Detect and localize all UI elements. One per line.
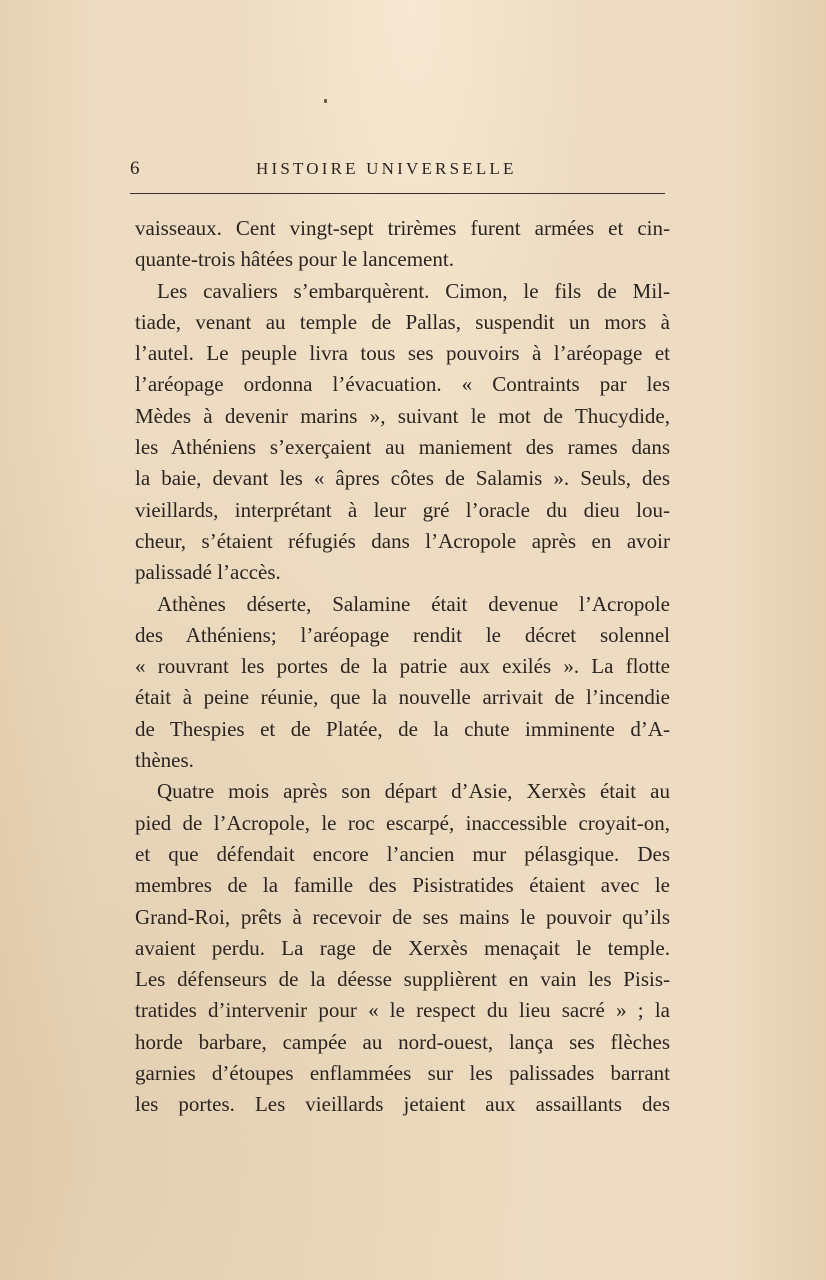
text-line: Les défenseurs de la déesse supplièrent en vain les Pisis-: [135, 967, 670, 992]
body-text: [135, 213, 670, 1121]
text-line: vieillards, interprétant à leur gré l’oracle du dieu lou-: [135, 497, 670, 522]
text-line: vaisseaux. Cent vingt-sept trirèmes furent armées et cin-: [135, 216, 670, 240]
text-line: était à peine réunie, que la nouvelle arrivait de l’incendie: [135, 685, 670, 710]
text-line: les portes. Les vieillards jetaient aux assaillants des: [135, 1092, 670, 1117]
text-line: Mèdes à devenir marins », suivant le mot de Thucydide,: [135, 403, 670, 428]
text-line: l’autel. Le peuple livra tous ses pouvoirs à l’aréopage et: [135, 341, 670, 366]
paragraph: [135, 589, 670, 777]
ink-speck: [324, 99, 327, 103]
text-line: avaient perdu. La rage de Xerxès menaçait le temple.: [135, 935, 670, 960]
text-line: Athènes déserte, Salamine était devenue l’Acropole: [157, 591, 670, 616]
header-rule: [130, 193, 665, 194]
paragraph: [135, 276, 670, 589]
text-line: thènes.: [135, 748, 194, 773]
text-line: cheur, s’étaient réfugiés dans l’Acropole après en avoir: [135, 528, 670, 553]
paragraph: [135, 213, 670, 276]
text-line: quante-trois hâtées pour le lancement.: [135, 247, 454, 272]
text-line: les Athéniens s’exerçaient au maniement des rames dans: [135, 435, 670, 460]
paragraph: [135, 776, 670, 1120]
text-line: horde barbare, campée au nord-ouest, lança ses flèches: [135, 1029, 670, 1054]
text-line: des Athéniens; l’aréopage rendit le décret solennel: [135, 622, 670, 647]
text-line: de Thespies et de Platée, de la chute imminente d’A-: [135, 716, 670, 741]
text-line: Grand-Roi, prêts à recevoir de ses mains le pouvoir qu’ils: [135, 904, 670, 929]
page-header: [130, 158, 665, 188]
text-line: tiade, venant au temple de Pallas, suspendit un mors à: [135, 309, 670, 334]
text-line: l’aréopage ordonna l’évacuation. « Contraints par les: [135, 372, 670, 397]
text-line: « rouvrant les portes de la patrie aux exilés ». La flotte: [135, 654, 670, 679]
text-line: membres de la famille des Pisistratides étaient avec le: [135, 873, 670, 898]
text-line: et que défendait encore l’ancien mur pélasgique. Des: [135, 841, 670, 866]
text-line: Quatre mois après son départ d’Asie, Xerxès était au: [157, 779, 670, 804]
text-line: Les cavaliers s’embarquèrent. Cimon, le fils de Mil-: [157, 278, 670, 303]
page-number: 6: [130, 158, 141, 179]
text-line: la baie, devant les « âpres côtes de Salamis ». Seuls, des: [135, 466, 670, 491]
text-line: palissadé l’accès.: [135, 560, 281, 585]
text-line: pied de l’Acropole, le roc escarpé, inaccessible croyait-on,: [135, 810, 670, 835]
text-line: tratides d’intervenir pour « le respect du lieu sacré » ; la: [135, 998, 670, 1023]
text-line: garnies d’étoupes enflammées sur les palissades barrant: [135, 1061, 670, 1086]
running-title: HISTOIRE UNIVERSELLE: [256, 159, 517, 178]
